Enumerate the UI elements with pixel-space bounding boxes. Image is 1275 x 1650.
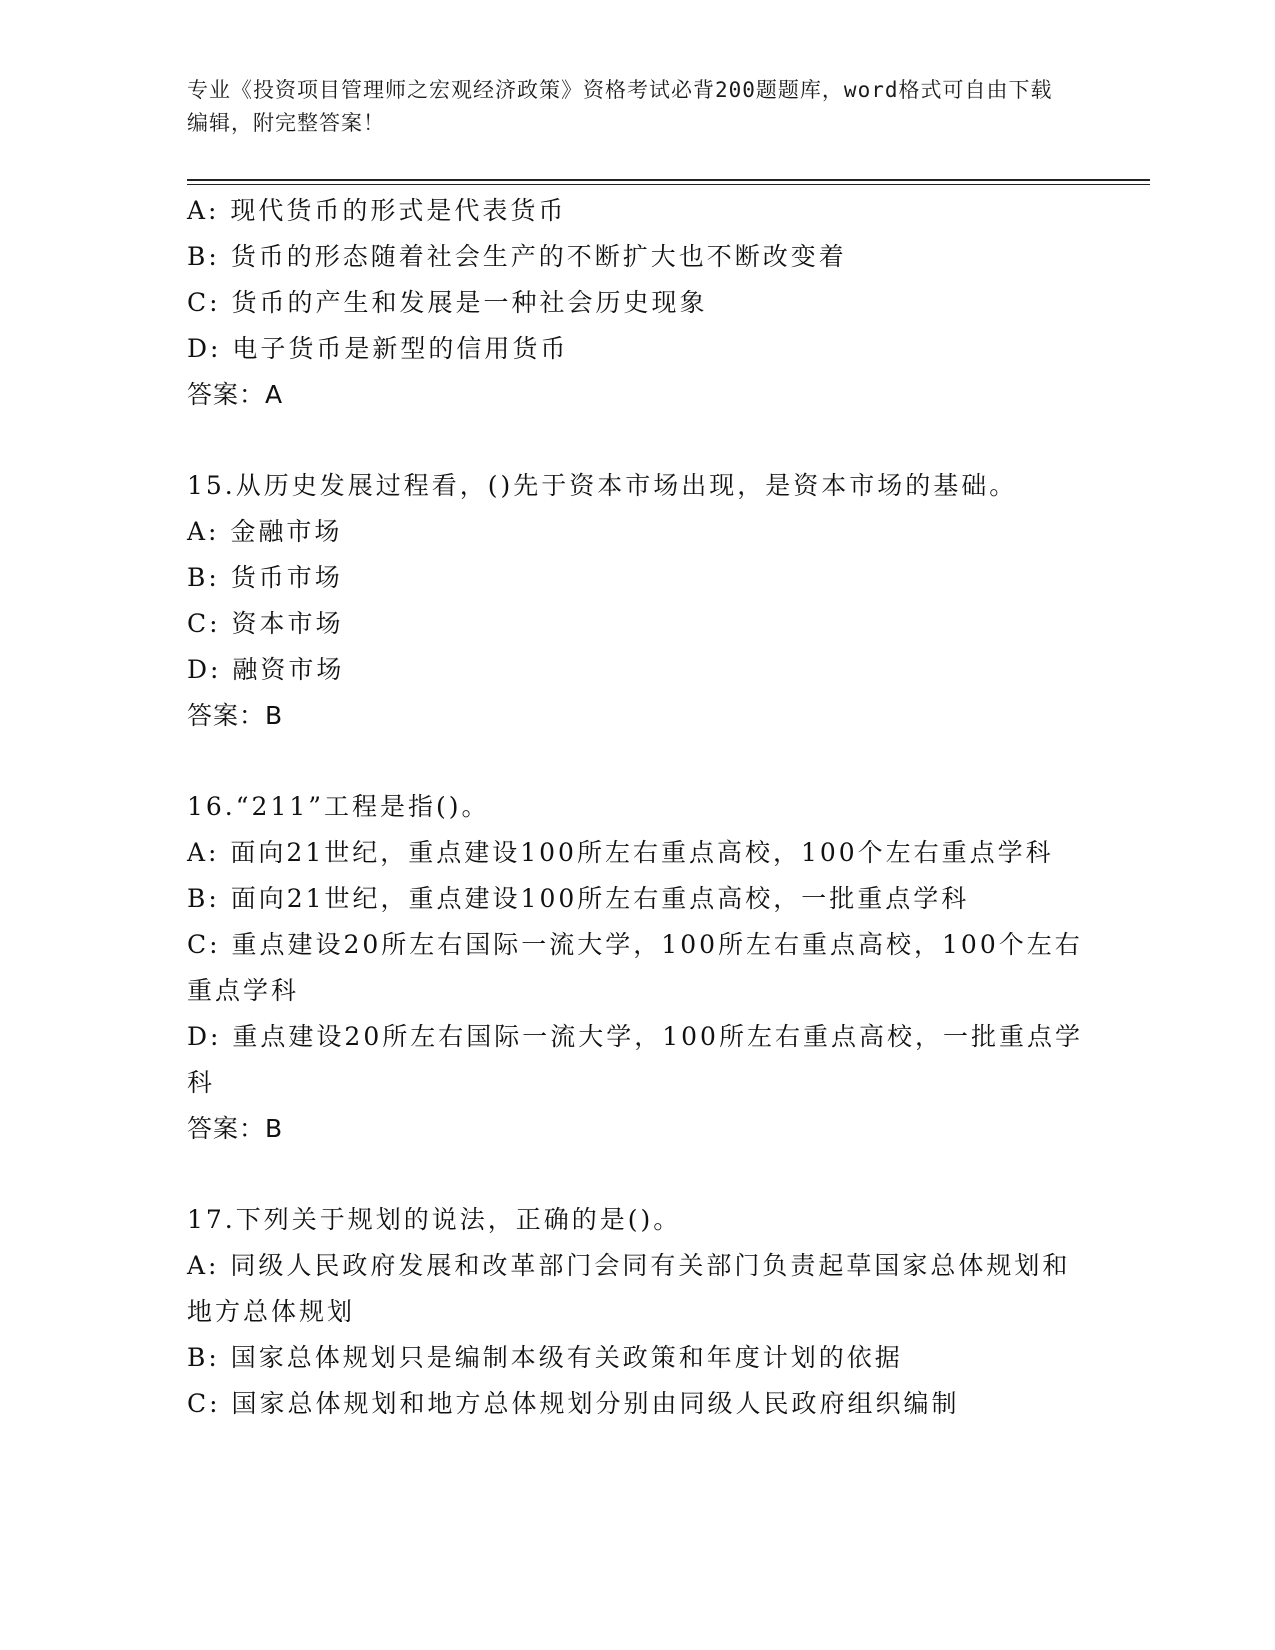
option-a: A: 面向21世纪，重点建设100所左右重点高校，100个左右重点学科 [187, 838, 1054, 867]
option-d: D: 电子货币是新型的信用货币 [187, 334, 569, 363]
spacer [187, 418, 1087, 463]
option-b: B: 国家总体规划只是编制本级有关政策和年度计划的依据 [187, 1343, 903, 1372]
document-header: 专业《投资项目管理师之宏观经济政策》资格考试必背200题题库，word格式可自由下载编辑，附完整答案！ [187, 78, 1053, 135]
question-block [187, 463, 1087, 739]
option-c: C: 资本市场 [187, 609, 344, 638]
question-stem: 17.下列关于规划的说法，正确的是()。 [187, 1205, 682, 1234]
question-block [187, 1197, 1087, 1427]
option-a: A: 同级人民政府发展和改革部门会同有关部门负责起草国家总体规划和地方总体规划 [187, 1251, 1071, 1326]
header-divider-thin [187, 184, 1150, 185]
question-stem: 16.“211”工程是指()。 [187, 792, 490, 821]
spacer [187, 739, 1087, 784]
option-d: D: 融资市场 [187, 655, 345, 684]
spacer [187, 1152, 1087, 1197]
option-b: B: 货币的形态随着社会生产的不断扩大也不断改变着 [187, 242, 847, 271]
question-block [187, 188, 1087, 418]
option-c: C: 重点建设20所左右国际一流大学，100所左右重点高校，100个左右重点学科 [187, 930, 1083, 1005]
option-c: C: 国家总体规划和地方总体规划分别由同级人民政府组织编制 [187, 1389, 960, 1418]
option-a: A: 现代货币的形式是代表货币 [187, 196, 567, 225]
option-b: B: 货币市场 [187, 563, 343, 592]
answer-line: 答案：A [187, 380, 284, 409]
header-divider-thick [187, 179, 1150, 181]
option-a: A: 金融市场 [187, 517, 343, 546]
option-b: B: 面向21世纪，重点建设100所左右重点高校，一批重点学科 [187, 884, 970, 913]
question-block [187, 784, 1087, 1152]
option-c: C: 货币的产生和发展是一种社会历史现象 [187, 288, 708, 317]
question-list [187, 188, 1087, 1427]
answer-line: 答案：B [187, 1114, 284, 1143]
answer-line: 答案：B [187, 701, 284, 730]
option-d: D: 重点建设20所左右国际一流大学，100所左右重点高校，一批重点学科 [187, 1022, 1083, 1097]
question-stem: 15.从历史发展过程看，()先于资本市场出现，是资本市场的基础。 [187, 471, 1018, 500]
